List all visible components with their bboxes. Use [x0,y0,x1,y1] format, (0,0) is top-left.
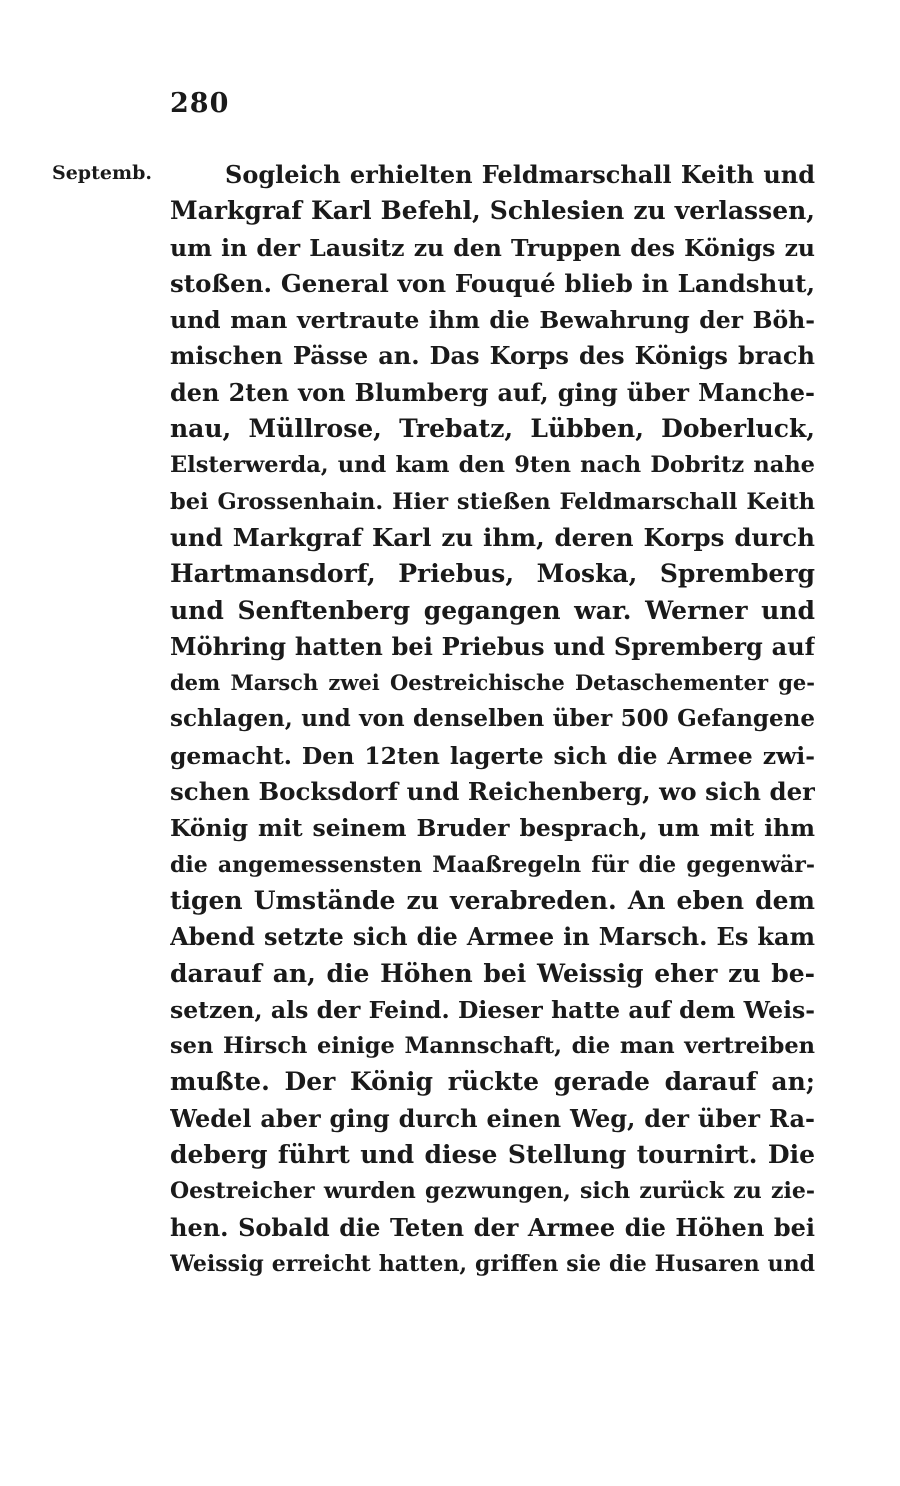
text-line: Sogleich erhielten Feldmarschall Keith und [225,160,815,189]
text-line: Oestreicher wurden gezwungen, sich zurück zu zie- [170,1178,815,1205]
text-line: König mit seinem Bruder besprach, um mit ihm [170,814,815,843]
text-line: Wedel aber ging durch einen Weg, der über Ra- [170,1103,815,1133]
text-line: um in der Lausitz zu den Truppen des Königs zu [170,233,815,262]
text-line: mußte. Der König rückte gerade darauf an; [170,1067,815,1097]
text-line: Markgraf Karl Befehl, Schlesien zu verlassen, [170,196,815,226]
text-line: nau, Müllrose, Trebatz, Lübben, Doberluck, [170,414,815,444]
text-line: tigen Umstände zu verabreden. An eben dem [170,885,815,915]
text-line: bei Grossenhain. Hier stießen Feldmarschall Keith [170,488,815,515]
body-text [170,157,815,1282]
text-line: Abend setzte sich die Armee in Marsch. Es kam [170,922,815,952]
text-line: die angemessensten Maaßregeln für die gegenwär- [170,851,815,878]
text-line: stoßen. General von Fouqué blieb in Landshut, [170,268,815,298]
text-line: schlagen, und von denselben über 500 Gefangene [170,705,815,733]
text-line: mischen Pässe an. Das Korps des Königs brach [170,341,815,371]
text-line: Hartmansdorf, Priebus, Moska, Spremberg [170,559,815,589]
text-line: Weissig erreicht hatten, griffen sie die Husaren und [170,1250,815,1277]
text-line: den 2ten von Blumberg auf, ging über Manche- [170,377,815,407]
text-line: schen Bocksdorf und Reichenberg, wo sich der [170,777,815,807]
text-line: Möhring hatten bei Priebus und Spremberg auf [170,631,815,661]
text-line: dem Marsch zwei Oestreichische Detaschementer ge- [170,670,815,696]
page-number: 280 [170,88,230,119]
text-line: sen Hirsch einige Mannschaft, die man vertreiben [170,1033,815,1060]
text-line: deberg führt und diese Stellung tournirt. Die [170,1140,815,1170]
text-line: und Senftenberg gegangen war. Werner und [170,595,815,625]
text-line: hen. Sobald die Teten der Armee die Höhen bei [170,1212,815,1242]
marginal-note-month: Septemb. [52,162,152,184]
text-line: gemacht. Den 12ten lagerte sich die Armee zwi- [170,741,815,770]
text-line: Elsterwerda, und kam den 9ten nach Dobritz nahe [170,452,815,479]
text-line: setzen, als der Feind. Dieser hatte auf dem Weis- [170,995,815,1024]
text-line: darauf an, die Höhen bei Weissig eher zu be- [170,958,815,988]
text-line: und man vertraute ihm die Bewahrung der Böh- [170,306,815,335]
text-line: und Markgraf Karl zu ihm, deren Korps durch [170,522,815,552]
